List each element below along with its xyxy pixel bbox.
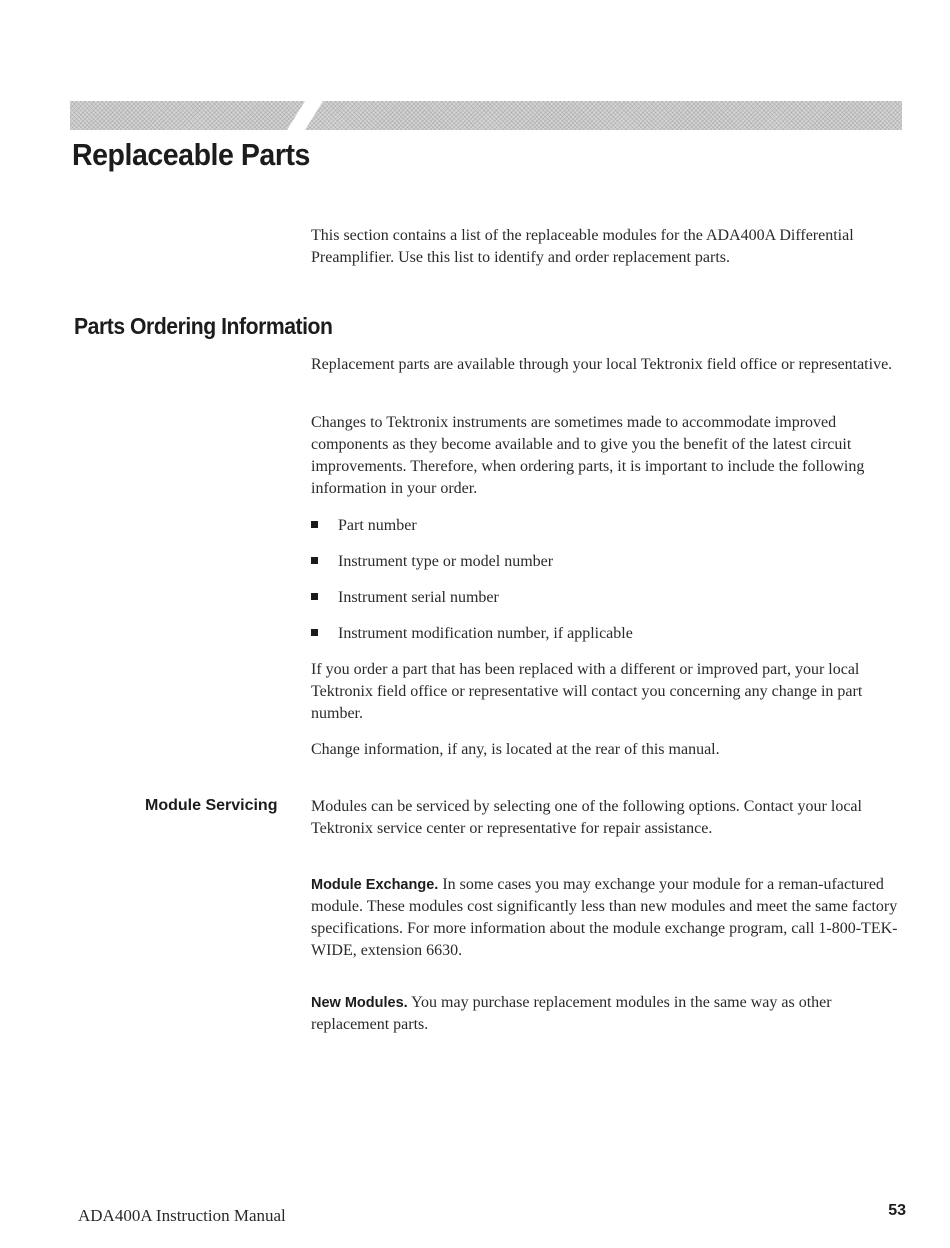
servicing-paragraph: Modules can be serviced by selecting one of the following options. Contact your local Tektronix service center or representative for repair assistance. (311, 798, 862, 837)
bullet-text: Instrument serial number (338, 589, 499, 606)
new-modules-paragraph (311, 992, 903, 1036)
page-number: 53 (888, 1202, 906, 1219)
module-exchange-paragraph (311, 874, 903, 962)
bullet-text: Instrument modification number, if applicable (338, 625, 633, 642)
bullet-text: Part number (338, 517, 417, 534)
title-band-decoration (70, 101, 902, 130)
section-heading-ordering: Parts Ordering Information (74, 313, 333, 339)
ordering-paragraph-2: Changes to Tektronix instruments are sometimes made to accommodate improved components as they become available and to give you the benefit of the latest circuit improvements. Therefore, when ordering parts, it is important to include the following information in your order. (311, 414, 865, 497)
bullet-item (311, 587, 499, 609)
bullet-item (311, 551, 553, 573)
new-modules-label: New Modules. (311, 995, 408, 1011)
bullet-square-icon (311, 593, 318, 600)
bullet-square-icon (311, 557, 318, 564)
bullet-text: Instrument type or model number (338, 553, 554, 570)
module-exchange-text: In some cases you may exchange your module for a reman-ufactured module. These modules cost significantly less than new modules and meet the same factory specifications. For more information about the module exchange program, call 1-800-TEK-WIDE, extension 6630. (311, 876, 898, 959)
ordering-paragraph-1: Replacement parts are available through your local Tektronix field office or representative. (311, 356, 893, 373)
bullet-square-icon (311, 521, 318, 528)
section-heading-servicing: Module Servicing (145, 797, 278, 814)
title-band-notch (287, 101, 323, 130)
page-title: Replaceable Parts (72, 137, 310, 172)
new-modules-text: You may purchase replacement modules in the same way as other replacement parts. (311, 994, 832, 1033)
bullet-item (311, 515, 417, 537)
module-exchange-label: Module Exchange. (311, 877, 439, 893)
bullet-item (311, 623, 633, 645)
footer-manual-title: ADA400A Instruction Manual (78, 1206, 286, 1225)
ordering-paragraph-3: If you order a part that has been replaced with a different or improved part, your local Tektronix field office or representative will contact you concerning any change in part number. (311, 661, 863, 722)
bullet-square-icon (311, 629, 318, 636)
ordering-paragraph-4: Change information, if any, is located at the rear of this manual. (311, 741, 720, 758)
intro-paragraph: This section contains a list of the replaceable modules for the ADA400A Differential Preamplifier. Use this list to identify and order replacement parts. (311, 227, 854, 266)
